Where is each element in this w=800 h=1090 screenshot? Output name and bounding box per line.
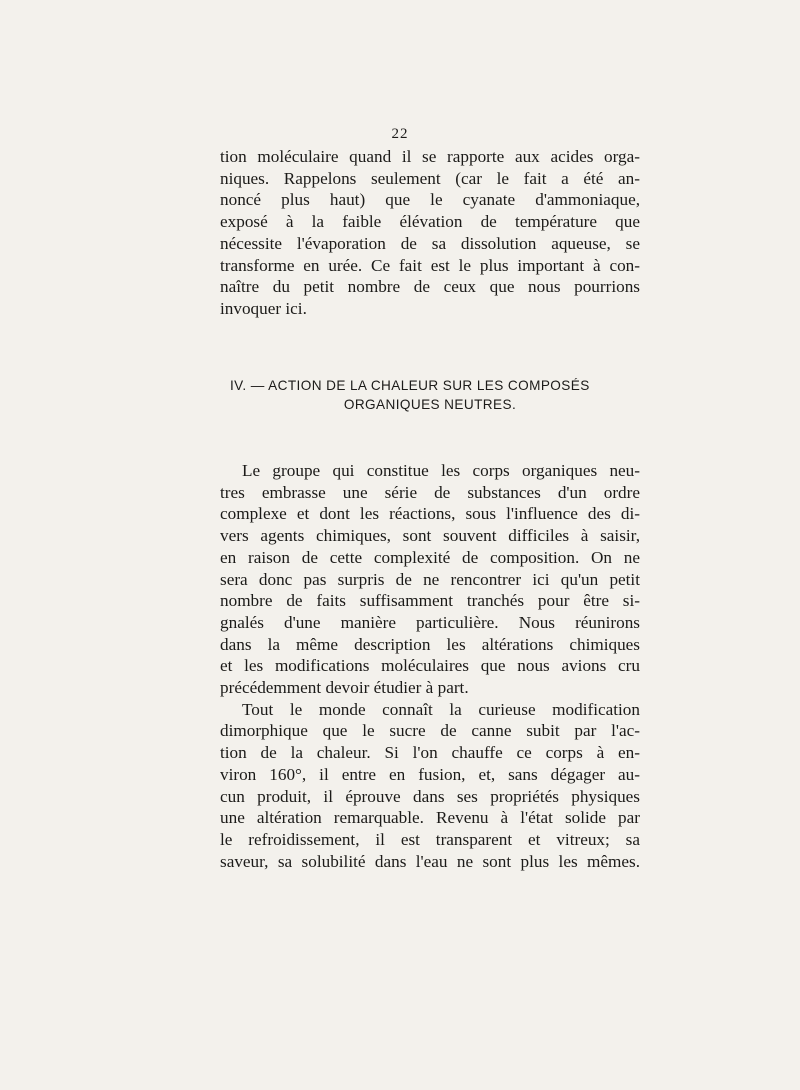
text-line: dimorphique que le sucre de canne subit par l'ac- <box>220 721 640 741</box>
text-line: en raison de cette complexité de composition. On ne <box>220 547 640 567</box>
text-line: cun produit, il éprouve dans ses propriétés physiques <box>220 786 640 806</box>
text-line: tion moléculaire quand il se rapporte aux acides orga- <box>220 147 640 166</box>
text-line: sera donc pas surpris de ne rencontrer ici qu'un petit <box>220 569 640 589</box>
text-line: vers agents chimiques, sont souvent difficiles à saisir, <box>220 526 640 546</box>
text-line: dans la même description les altérations chimiques <box>220 634 640 654</box>
text-line: noncé plus haut) que le cyanate d'ammoniaque, <box>220 190 640 210</box>
text-line: naître du petit nombre de ceux que nous pourrions <box>220 277 640 297</box>
section-heading-line2: ORGANIQUES NEUTRES. <box>343 397 517 412</box>
text-line: tion de la chaleur. Si l'on chauffe ce corps à en- <box>220 743 640 763</box>
text-line: le refroidissement, il est transparent et vitreux; sa <box>220 829 640 849</box>
text-line: exposé à la faible élévation de température que <box>220 212 640 232</box>
text-line: nombre de faits suffisamment tranchés pour être si- <box>220 591 640 611</box>
paragraph-top <box>220 146 640 320</box>
text-line: viron 160°, il entre en fusion, et, sans dégager au- <box>220 764 640 784</box>
text-line: complexe et dont les réactions, sous l'influence des di- <box>220 504 640 524</box>
section-heading <box>220 376 640 414</box>
text-line: et les modifications moléculaires que nous avions cru <box>220 656 640 676</box>
text-line: niques. Rappelons seulement (car le fait a été an- <box>220 168 640 188</box>
text-line: Tout le monde connaît la curieuse modification <box>242 699 640 719</box>
page-number: 22 <box>391 126 409 142</box>
text-line: une altération remarquable. Revenu à l'état solide par <box>220 808 640 828</box>
section-heading-line1: IV. — ACTION DE LA CHALEUR SUR LES COMPOSÉS <box>230 378 590 393</box>
text-line: précédemment devoir étudier à part. <box>220 678 469 698</box>
paragraph-group <box>220 460 640 872</box>
text-line: tres embrasse une série de substances d'un ordre <box>220 482 640 502</box>
text-line: invoquer ici. <box>220 298 307 318</box>
text-line: Le groupe qui constitue les corps organiques neu- <box>242 461 640 480</box>
text-line: saveur, sa solubilité dans l'eau ne sont plus les mêmes. <box>220 851 640 871</box>
text-line: gnalés d'une manière particulière. Nous réunirons <box>220 612 640 632</box>
text-line: nécessite l'évaporation de sa dissolution aqueuse, se <box>220 233 640 253</box>
text-line: transforme en urée. Ce fait est le plus important à con- <box>220 255 640 275</box>
